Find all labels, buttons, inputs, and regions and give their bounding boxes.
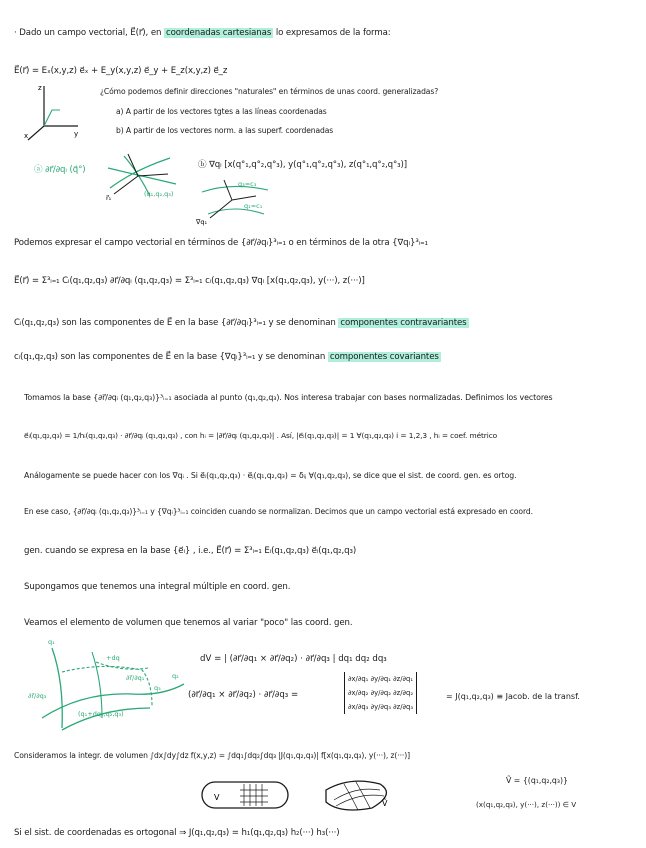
q1c-label: q₁=c₁ [244, 202, 263, 210]
regions-figure [200, 776, 490, 814]
contravariant-line [14, 318, 469, 329]
gen-line: gen. cuando se expresa en la base {e⃗ᵢ} , i.e., E⃗(r⃗) = Σ³ᵢ₌₁ Eᵢ(q₁,q₂,q₃) e⃗ᵢ(q₁,q₂,q₃) [24, 546, 357, 556]
q1-label: q₁ [48, 638, 55, 646]
intro-line [14, 28, 391, 39]
highlight-cartesian: coordenadas cartesianas [165, 28, 272, 38]
option-a: a) A partir de los vectores tgtes a las líneas coordenadas [116, 107, 327, 116]
dV-equation: dV = | (∂r⃗/∂q₁ × ∂r⃗/∂q₂) · ∂r⃗/∂q₃ | dq₁ dq₂ dq₃ [200, 654, 387, 664]
expansion-line: E⃗(r⃗) = Σ³ᵢ₌₁ Cᵢ(q₁,q₂,q₃) ∂r⃗/∂qᵢ (q₁,q₂,q₃) = Σ³ᵢ₌₁ cᵢ(q₁,q₂,q₃) ∇qᵢ [x(q₁,q₂,q₃), y(···), z(···)] [14, 276, 365, 286]
region-v-label: V [214, 793, 220, 802]
axis-x-label: x [24, 132, 29, 140]
unit-vector-line: e⃗ᵢ(q₁,q₂,q₃) = 1/hᵢ(q₁,q₂,q₃) · ∂r⃗/∂qᵢ (q₁,q₂,q₃) , con hᵢ = |∂r⃗/∂qᵢ (q₁,q₂,q₃)| . Así, |e⃗ᵢ(q₁,q₂,q₃)| = 1 ∀(q₁,q₂,q₃) i = 1,2,3 , hᵢ = coef. métrico [24, 431, 498, 440]
volume-line: Veamos el elemento de volumen que tenemos al variar "poco" las coord. gen. [24, 618, 353, 628]
intro-tail: lo expresamos de la forma: [273, 28, 391, 38]
suppose-line: Supongamos que tenemos una integral múltiple en coord. gen. [24, 582, 291, 592]
covariant-line [14, 352, 441, 363]
dr1-label: ∂r⃗/∂q₁ [126, 674, 145, 682]
highlight-covariant: componentes covariantes [329, 352, 439, 362]
r1-label: r⃗₁ [106, 194, 112, 202]
point-label: (q₁,q₂,q₃) [144, 190, 174, 198]
jacobian-label: = J(q₁,q₂,q₃) ≡ Jacob. de la transf. [446, 692, 580, 701]
highlight-contravariant: componentes contravariantes [340, 318, 467, 328]
pt2-label: (q₁+dq₁,q₂,q₃) [78, 710, 124, 718]
ortho-line: En ese caso, {∂r⃗/∂qᵢ (q₁,q₂,q₃)}³ᵢ₌₁ y {∇qᵢ}³ᵢ₌₁ coinciden cuando se normalizan. Decimos que un campo vectorial está expresado en coord. [24, 507, 533, 516]
dq-label: +dq [106, 654, 120, 662]
matrix-row-2: ∂x/∂q₂ ∂y/∂q₂ ∂z/∂q₂ [348, 689, 414, 697]
axis-z-label: z [38, 84, 42, 92]
contravariant-text: Cᵢ(q₁,q₂,q₃) son las componentes de E⃗ en la base {∂r⃗/∂qᵢ}³ᵢ₌₁ y se denominan [14, 318, 339, 328]
grad-label: ∇q₁ [196, 218, 208, 226]
vtilde-condition: (x(q₁,q₂,q₃), y(···), z(···)) ∈ V [476, 800, 577, 809]
matrix-row-1: ∂x/∂q₁ ∂y/∂q₁ ∂z/∂q₁ [348, 675, 414, 683]
gradient-figure [194, 174, 280, 226]
q3c-label: q₃=c₃ [238, 180, 257, 188]
q2-label: q₂ [172, 672, 179, 680]
final-line: Si el sist. de coordenadas es ortogonal ⇒ J(q₁,q₂,q₃) = h₁(q₁,q₂,q₃) h₂(···) h₃(···) [14, 828, 340, 838]
vtilde-def: Ṽ = {(q₁,q₂,q₃)} [506, 776, 569, 785]
matrix-row-3: ∂x/∂q₃ ∂y/∂q₃ ∂z/∂q₃ [348, 703, 414, 711]
question-line: ¿Cómo podemos definir direcciones "naturales" en términos de unas coord. generalizadas? [100, 87, 439, 96]
axis-y-label: y [74, 130, 79, 138]
analog-line: Análogamente se puede hacer con los ∇qᵢ . Si e⃗ᵢ(q₁,q₂,q₃) · e⃗ⱼ(q₁,q₂,q₃) = δᵢⱼ ∀(q₁,q₂,q₃), se dice que el sist. de coord. gen. es ortog. [24, 471, 517, 480]
integral-line: Consideramos la integr. de volumen ∫dx∫dy∫dz f(x,y,z) = ∫dq₁∫dq₂∫dq₃ |J(q₁,q₂,q₃)| f[x(q₁,q₂,q₃), y(···), z(···)] [14, 751, 410, 760]
option-b: b) A partir de los vectores norm. a las superf. coordenadas [116, 126, 334, 135]
basis-b: ⓑ ∇qᵢ [x(q°₁,q°₂,q°₃), y(q°₁,q°₂,q°₃), z(q°₁,q°₂,q°₃)] [198, 160, 407, 170]
triple-product: (∂r⃗/∂q₁ × ∂r⃗/∂q₂) · ∂r⃗/∂q₃ = [188, 690, 299, 700]
volume-element-figure [22, 632, 192, 736]
jacobian-matrix [344, 672, 417, 714]
q3-label: q₃ [154, 684, 161, 692]
axes-figure [22, 80, 84, 146]
tangent-figure [104, 148, 184, 202]
cartesian-equation: E⃗(r⃗) = Eₓ(x,y,z) e⃗ₓ + E_y(x,y,z) e⃗_y + E_z(x,y,z) e⃗_z [14, 66, 228, 76]
dr3-label: ∂r⃗/∂q₃ [28, 692, 47, 700]
covariant-text: cᵢ(q₁,q₂,q₃) son las componentes de E⃗ en la base {∇qᵢ}³ᵢ₌₁ y se denominan [14, 352, 328, 362]
take-basis-line: Tomamos la base {∂r⃗/∂qᵢ (q₁,q₂,q₃)}³ᵢ₌₁ asociada al punto (q₁,q₂,q₃). Nos interesa trabajar con bases normalizadas. Definimos los vectores [24, 393, 553, 402]
region-vt-label: Ṽ [382, 799, 388, 808]
express-line: Podemos expresar el campo vectorial en términos de {∂r⃗/∂qᵢ}³ᵢ₌₁ o en términos de la otra {∇qᵢ}³ᵢ₌₁ [14, 238, 428, 248]
basis-a: ⓐ ∂r⃗/∂qᵢ (q⃗°) [34, 165, 86, 175]
intro-text: · Dado un campo vectorial, E⃗(r⃗), en [14, 28, 164, 38]
